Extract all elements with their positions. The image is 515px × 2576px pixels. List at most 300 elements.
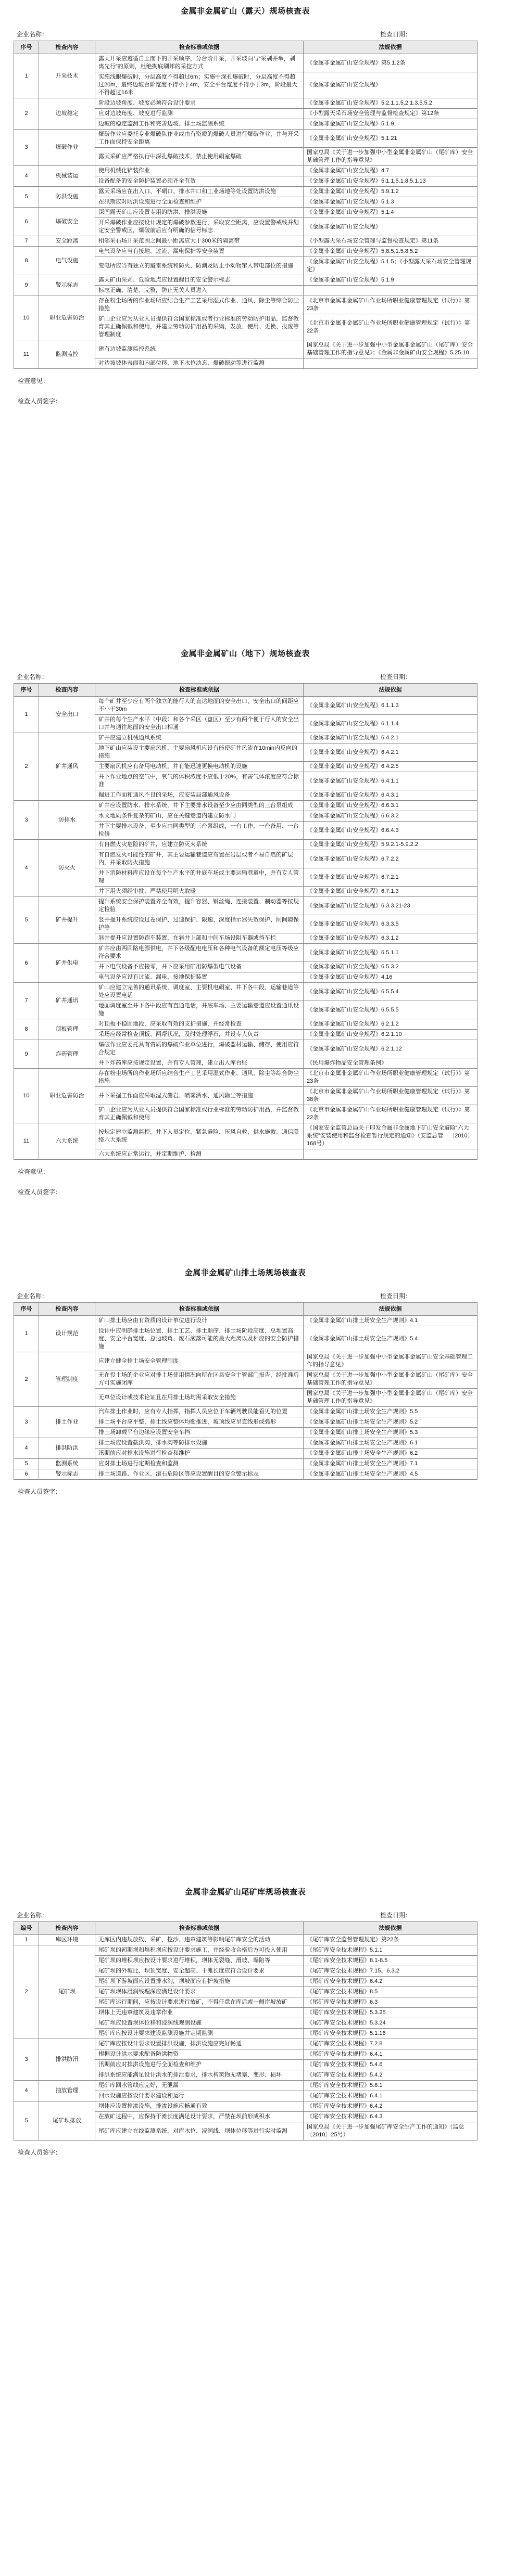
check-standard: 提升系统安全保护装置齐全有效，提升容器、钢丝绳、连接装置、制动器等按规定检验: [95, 897, 304, 915]
check-standard: 井下用火须经审批，严禁使用明火取暖: [95, 887, 304, 897]
row-index: 9: [14, 275, 39, 296]
check-item: 监测监控: [39, 340, 95, 369]
check-item: 安全出口: [39, 697, 95, 733]
inspection-date-label: 检查日期：: [380, 1292, 411, 1300]
legal-basis: 《金属非金属矿山安全规程》6.5.5.4: [304, 983, 478, 1001]
row-index: 2: [14, 1352, 39, 1407]
legal-basis: 《金属非金属矿山安全规程》5.9.1.2: [304, 187, 478, 197]
check-standard: 主要扇风机应有备用电动机，并有能迅速更换电动机的设施: [95, 762, 304, 772]
section-footer: [14, 1487, 477, 1496]
row-index: 5: [14, 1459, 39, 1469]
check-standard: 露天矿山采剥、危险地点应设置醒目的安全警示标志: [95, 275, 304, 286]
legal-basis: 《北京市金属非金属矿山作业场所职业健康管理规定（试行）》第38条: [304, 1087, 478, 1105]
header-standard: 检查标准或依据: [95, 1922, 304, 1935]
section-title: 金属非金属矿山尾矿库规场核查表: [184, 1888, 306, 1896]
table-row: [14, 897, 478, 915]
table-row: [14, 208, 478, 218]
check-standard: 排土场应设置截洪沟、排水沟等防排水设施: [95, 1438, 304, 1449]
header-index: 序号: [14, 41, 39, 54]
row-index: 3: [14, 2039, 39, 2081]
legal-basis: 国家总局《关于进一步加强中小型金属非金属矿山（尾矿库）安全基础管理工作的指导意见》: [304, 1370, 478, 1389]
row-index: 6: [14, 944, 39, 983]
row-index: 8: [14, 1019, 39, 1040]
check-standard: 矿山企业应为从业人员提供符合国家标准或者行业标准的劳动防护用品，监督教育其正确佩戴和使用，并建立劳动防护用品的采购、发放、使用、更换、报废等管理制度: [95, 314, 304, 340]
legal-basis: [304, 1149, 478, 1160]
legal-basis: 《金属非金属矿山安全规程》4.7: [304, 166, 478, 176]
table-row: [14, 2039, 478, 2049]
header-legal-basis: 法规依据: [304, 1922, 478, 1935]
table-row: [14, 840, 478, 850]
check-standard: 尾矿库回水管线应完好，无泄漏: [95, 2081, 304, 2091]
legal-basis: 《北京市金属非金属矿山作业场所职业健康管理规定（试行）》第23条: [304, 296, 478, 314]
check-standard: 井下采掘工作面应采取湿式凿岩、喷雾洒水、通风除尘等措施: [95, 1087, 304, 1105]
check-standard: 边坡的稳定监测工作和完善边坡、排土场监测系统: [95, 119, 304, 130]
legal-basis: 《北京市金属非金属矿山作业场所职业健康管理规定（试行）》第22条: [304, 1105, 478, 1123]
legal-basis: 《金属非金属矿山安全规程》6.4.2.1: [304, 744, 478, 762]
legal-basis: 《国家安全监管总局关于印发金属非金属地下矿山安全避险“六大系统”安装使用和监督检查暂行规定的通知》（安监总管一〔2010〕168号）: [304, 1123, 478, 1149]
table-row: [14, 983, 478, 1001]
table-row: [14, 944, 478, 962]
row-index: 11: [14, 1123, 39, 1160]
company-name-label: 企业名称：: [17, 1912, 48, 1919]
legal-basis: 国家总局《关于进一步加强中小型金属非金属矿山（尾矿库）安全基础管理工作的指导意见》: [304, 1389, 478, 1407]
check-standard: 设计中应明确排土场位置、排土工艺、排土顺序、排土场阶段高度、总堆置高度、安全平台宽度、总边坡角、废石滚落可能的最大距离以及相应的安全防护措施: [95, 1326, 304, 1352]
check-standard: 露天开采应遵循自上而下的开采顺序，分台阶开采，开采坡向与“采剥并举，剥离先行”的原则，杜绝掏底刷邦的采挖方式: [95, 54, 304, 72]
row-index: 11: [14, 340, 39, 369]
check-item: 爆破作业: [39, 130, 95, 166]
check-standard: 尾矿坝的堆积坝应按设计要求进行堆积，坝体无裂缝、滑坡、塌陷等: [95, 1956, 304, 1966]
section-footer: [14, 2148, 477, 2157]
check-item: 管理制度: [39, 1352, 95, 1407]
check-standard: 尾矿库应按设计要求建设监测设施并定期监测: [95, 2029, 304, 2039]
legal-basis: 《金属非金属矿山排土场安全生产规则》4.5: [304, 1469, 478, 1480]
check-standard: 阶段边坡角度、坡度必须符合设计要求: [95, 98, 304, 109]
check-item: 防洪设施: [39, 187, 95, 208]
table-header-row: [14, 1303, 478, 1316]
legal-basis: 《金属非金属矿山安全规程》6.1.1.3: [304, 697, 478, 715]
check-standard: 掘进工作面和通风不良的采场，应安装局部通风设备: [95, 790, 304, 801]
check-item: 排洪防洪: [39, 1438, 95, 1459]
table-row: [14, 296, 478, 314]
check-item: 安全距离: [39, 236, 95, 247]
inspection-opinion-label: 检查意见：: [18, 377, 49, 385]
company-name-label: 企业名称：: [17, 1292, 48, 1300]
row-index: 7: [14, 236, 39, 247]
check-item: 库区环境: [39, 1935, 95, 1945]
inspector-signature-label: 检查人员签字：: [18, 1188, 62, 1196]
legal-basis: 《尾矿库安全技术规程》8.1-8.5: [304, 1956, 478, 1966]
table-row: [14, 98, 478, 109]
check-standard: 爆破作业应委托专业爆破队作业或由有资质的爆破人员进行爆破作业，并与开采工作面保持安全距离: [95, 130, 304, 148]
table-row: [14, 166, 478, 176]
legal-basis: 《金属非金属矿山安全规程》5.1.1,5.1.8,5.1.13: [304, 176, 478, 187]
row-index: 10: [14, 1069, 39, 1123]
inspector-signature-label: 检查人员签字：: [18, 398, 62, 405]
check-standard: 矿山应建立完善的通讯系统，调度室、主要机电硐室、井下各中段、运输巷道等处应设置电话: [95, 983, 304, 1001]
check-item: 矿井通讯: [39, 983, 95, 1019]
legal-basis: 《尾矿库安全技术规程》5.1.1: [304, 1945, 478, 1956]
check-standard: 开采爆破作业应按设计规定的爆破参数进行，采取安全距离，应设置警戒线并划定安全警戒区，爆破前后应有明确的信号标志: [95, 218, 304, 236]
check-standard: 变电所应当有独立的避雷系统和防火、防潮及防止小动物窜入带电部位的措施: [95, 257, 304, 275]
legal-basis: 《金属非金属矿山安全规程》5.2.1.1.5,2.1.3,5.5.2: [304, 98, 478, 109]
legal-basis: 《金属非金属矿山安全规程》6.4.3.1: [304, 790, 478, 801]
header-check-item: 检查内容: [39, 684, 95, 697]
legal-basis: 国家总局《关于进一步加强中小型金属非金属矿山（尾矿库）安全基础管理工作的指导意见》: [304, 148, 478, 166]
row-index: 8: [14, 247, 39, 275]
row-index: 3: [14, 1407, 39, 1438]
legal-basis: 《尾矿库安全技术规程》5.4.6: [304, 2060, 478, 2070]
table-row: [14, 130, 478, 148]
row-index: 5: [14, 2101, 39, 2141]
check-standard: 露天采矿应严格执行中深孔爆破技术，禁止使用硐室爆破: [95, 148, 304, 166]
row-index: 1: [14, 1935, 39, 1945]
row-index: 4: [14, 166, 39, 187]
inspection-opinion-label: 检查意见：: [18, 1168, 49, 1175]
legal-basis: 《金属非金属矿山排土场安全生产规则》5.3: [304, 1428, 478, 1438]
legal-basis: 《金属非金属矿山排土场安全生产规则》5.5: [304, 1407, 478, 1417]
check-item: 爆破安全: [39, 208, 95, 236]
check-standard: 排土场平台应平整，排土线应整体均衡推进，坡顶线应呈直线形或弧形: [95, 1417, 304, 1428]
check-standard: 对边坡坡体表面和内部位移、地下水位动态、爆破振动等进行监测: [95, 358, 304, 369]
section-footer: [14, 1167, 477, 1196]
table-row: [14, 1316, 478, 1326]
section-title: 金属非金属矿山（地下）规场核查表: [180, 649, 310, 658]
table-row: [14, 733, 478, 744]
legal-basis: 《金属非金属矿山安全规程》6.4.2.1: [304, 733, 478, 744]
header-index: 编号: [14, 1922, 39, 1935]
legal-basis: 国家总局《关于进一步加强中小型金属非金属矿山安全基础管理工作的指导意见》: [304, 1352, 478, 1370]
legal-basis: 《尾矿库安全技术规程》6.4.2: [304, 1977, 478, 1987]
row-index: 2: [14, 1945, 39, 2039]
legal-basis: 《金属非金属矿山安全规程》: [304, 218, 478, 236]
legal-basis: [304, 358, 478, 369]
checklist-table: [14, 1302, 478, 1480]
check-standard: 尾矿坝下游坡面应设置排水沟，坝坡面应有护坡措施: [95, 1977, 304, 1987]
header-index: 序号: [14, 684, 39, 697]
row-index: 7: [14, 983, 39, 1019]
legal-basis: 《尾矿库安全技术规程》6.4.2: [304, 2101, 478, 2112]
check-item: 防灭火: [39, 840, 95, 897]
check-standard: 有自燃发火可能性的矿井，其主要运输巷道应布置在岩层或者不易自燃的矿层内，并采取防火措施: [95, 850, 304, 868]
legal-basis: 《金属非金属矿山安全规程》5.9.2.1-5.9.2.2: [304, 840, 478, 850]
table-row: [14, 340, 478, 358]
check-standard: 六大系统应正常运行，并定期维护、检测: [95, 1149, 304, 1160]
legal-basis: 《金属非金属矿山安全规程》第5.1.2条: [304, 54, 478, 72]
check-standard: 有自燃火灾危险的矿井，应建立防灭火系统: [95, 840, 304, 850]
check-standard: 应建立健全排土场安全管理制度: [95, 1352, 304, 1370]
check-item: 矿井通风: [39, 733, 95, 801]
legal-basis: 《金属非金属矿山安全规程》6.3.3.21-23: [304, 897, 478, 915]
legal-basis: 《金属非金属矿山排土场安全生产规则》6.1: [304, 1438, 478, 1449]
check-standard: 在放矿过程中，应保持干滩长度满足设计要求，严禁在坝前形成积水: [95, 2112, 304, 2122]
form-meta: [14, 672, 477, 681]
check-standard: 标志正确、清楚、完整，防止无关人员进入: [95, 286, 304, 296]
row-index: 3: [14, 130, 39, 166]
check-standard: 存在粉尘场所的作业场所应结合生产工艺采用湿式作业、通风、除尘等综合防尘措施: [95, 1069, 304, 1087]
checklist-table: [14, 41, 478, 369]
row-index: 3: [14, 801, 39, 840]
check-item: 警示标志: [39, 1469, 95, 1480]
header-check-item: 检查内容: [39, 41, 95, 54]
check-item: 排土作业: [39, 1407, 95, 1438]
table-row: [14, 1935, 478, 1945]
check-standard: 斜井提升应设置防跑车装置，在斜井上部和中间车场设阻车器或挡车栏: [95, 933, 304, 944]
check-standard: 露天采场应在出入口、平硐口、排水井口和工业场地等处设置防洪设施: [95, 187, 304, 197]
checklist-table: [14, 683, 478, 1160]
check-standard: 电气设备应当有接地、过流、漏电保护等安全装置: [95, 247, 304, 257]
check-item: 矿井供电: [39, 944, 95, 983]
legal-basis: 《尾矿库安全技术规程》8.5: [304, 1987, 478, 1997]
check-standard: 相邻采石场开采范围之间最小距离应大于300米的隔离带: [95, 236, 304, 247]
table-row: [14, 1438, 478, 1449]
check-standard: 在汛期应对防洪设施进行全面检查和维护: [95, 197, 304, 208]
row-index: 1: [14, 697, 39, 733]
check-item: 尾矿坝排放: [39, 2101, 95, 2141]
table-row: [14, 2081, 478, 2091]
legal-basis: 《金属非金属矿山安全规程》6.6.4.3: [304, 822, 478, 840]
check-item: 抽放管理: [39, 2081, 95, 2101]
check-standard: 使用机械化铲装作业: [95, 166, 304, 176]
header-standard: 检查标准或依据: [95, 684, 304, 697]
legal-basis: 《金属非金属矿山安全规程》5.1.9: [304, 119, 478, 130]
legal-basis: 《金属非金属矿山安全规程》6.1.1.4: [304, 715, 478, 733]
legal-basis: 《尾矿库安全技术规程》6.3: [304, 1997, 478, 2008]
check-standard: 排土场卸载平台边缘应设置安全车挡: [95, 1428, 304, 1438]
check-item: 尾矿坝: [39, 1945, 95, 2039]
check-standard: 尾矿坝的外坡比、坝顶宽度、安全超高、干滩长度应符合设计要求: [95, 1966, 304, 1977]
check-item: 机械装运: [39, 166, 95, 187]
check-item: 职业危害防治: [39, 296, 95, 340]
legal-basis: 《尾矿库安全技术规程》7.15、6.3.2: [304, 1966, 478, 1977]
check-standard: 根据设计洪水要求配备防洪物资: [95, 2049, 304, 2060]
row-index: 1: [14, 54, 39, 98]
form-meta: [14, 30, 477, 39]
check-standard: 竖井提升系统应设过卷保护、过速保护、限速、深度指示器失效保护、闸间隙保护等: [95, 915, 304, 933]
check-standard: 实施浅眼爆破时，分层高度不得超过6m；实施中深孔爆破时，分层高度不得超过20m，最终边坡台阶宽度不得小于4m，安全平台宽度不得小于3m，阶段最大不得超过16米: [95, 72, 304, 98]
legal-basis: 《金属非金属矿山安全规程》6.5.3.2: [304, 962, 478, 972]
check-standard: 地下矿山应装设主要扇风机，主要扇风机应设有能使矿井风流在10min内反向的措施: [95, 744, 304, 762]
check-item: 炸药管理: [39, 1040, 95, 1069]
legal-basis: 《尾矿库安全技术规程》6.4.3: [304, 2112, 478, 2122]
legal-basis: 《金属非金属矿山安全规程》6.2.1.2: [304, 1019, 478, 1030]
legal-basis: 《小型露天采石场安全管理与监督检查规定》第11条: [304, 236, 478, 247]
legal-basis: 《金属非金属矿山排土场安全生产规则》4.1: [304, 1316, 478, 1326]
check-item: 开采技术: [39, 54, 95, 98]
legal-basis: [304, 286, 478, 296]
legal-basis: 《尾矿库安全技术规程》6.4.1: [304, 2091, 478, 2101]
table-header-row: [14, 684, 478, 697]
check-standard: 应对排土场进行定期检查和监测: [95, 1459, 304, 1469]
table-row: [14, 1459, 478, 1469]
form-meta: [14, 1911, 477, 1919]
company-name-label: 企业名称：: [17, 673, 48, 681]
check-standard: 按规定建立监测监控、井下人员定位、紧急避险、压风自救、供水施救、通信联络六大系统: [95, 1123, 304, 1149]
table-header-row: [14, 41, 478, 54]
check-standard: 排洪系统应能满足设计洪水的排泄要求，排水构筑物无堵塞、变形、损坏: [95, 2070, 304, 2081]
legal-basis: 《金属非金属矿山安全规程》5.1.9: [304, 275, 478, 286]
check-standard: 汛期前应对排洪设施进行全面检查和维护: [95, 2060, 304, 2070]
check-item: 设计规范: [39, 1316, 95, 1352]
table-row: [14, 1407, 478, 1417]
header-check-item: 检查内容: [39, 1922, 95, 1935]
row-index: 4: [14, 840, 39, 897]
table-row: [14, 1945, 478, 1956]
check-standard: 矿井应由两回路电源供电，井下各级配电电压和各种电气设备的额定电压等级应符合要求: [95, 944, 304, 962]
legal-basis: 《金属非金属矿山安全规程》: [304, 72, 478, 98]
legal-basis: 《金属非金属矿山安全规程》6.7.2.1: [304, 868, 478, 887]
check-standard: 建有边坡监测监控系统: [95, 340, 304, 358]
legal-basis: 《尾矿库安全技术规程》5.6.1: [304, 2081, 478, 2091]
check-standard: 汛期前应对排水设施进行检查和维护: [95, 1449, 304, 1459]
table-row: [14, 1019, 478, 1030]
legal-basis: 《金属非金属矿山安全规程》5.1.5；《小型露天采石场安全管理规定》: [304, 257, 478, 275]
legal-basis: 《金属非金属矿山安全规程》6.3.1.2: [304, 933, 478, 944]
check-standard: 电气设备应设有过流、漏电、接地保护装置: [95, 972, 304, 983]
check-standard: 矿山企业应为从业人员提供符合国家标准或行业标准的劳动防护用品，并监督教育其正确佩戴和使用: [95, 1105, 304, 1123]
legal-basis: 《北京市金属非金属矿山作业场所职业健康管理规定（试行）》第22条: [304, 314, 478, 340]
row-index: 4: [14, 2081, 39, 2101]
table-header-row: [14, 1922, 478, 1935]
header-legal-basis: 法规依据: [304, 684, 478, 697]
check-item: 排洪防汛: [39, 2039, 95, 2081]
legal-basis: 《民用爆炸物品安全管理条例》: [304, 1058, 478, 1069]
check-item: 电气设施: [39, 247, 95, 275]
legal-basis: 《金属非金属矿山安全规程》6.7.2.2: [304, 850, 478, 868]
check-standard: 尾矿库应建立在线监测系统，对库水位、浸润线、坝体位移等进行实时监测: [95, 2122, 304, 2141]
check-item: 监测系统: [39, 1459, 95, 1469]
check-standard: 矿井的每个生产水平（中段）和各个采区（盘区）至少有两个便于行人的安全出口并与通往地面的安全出口相通: [95, 715, 304, 733]
legal-basis: 《金属非金属矿山安全规程》5.1.21: [304, 130, 478, 148]
row-index: 4: [14, 1438, 39, 1459]
section-title: 金属非金属矿山排土场规场核查表: [184, 1268, 306, 1277]
row-index: 1: [14, 1316, 39, 1352]
inspection-date-label: 检查日期：: [380, 673, 411, 681]
legal-basis: 《金属非金属矿山安全规程》6.3.3.5: [304, 915, 478, 933]
check-standard: 深凹露天矿山应设置专用的防洪、排洪设施: [95, 208, 304, 218]
table-row: [14, 1352, 478, 1370]
check-standard: 矿井应建立机械通风系统: [95, 733, 304, 744]
check-standard: 无库区内违规放牧、采矿、挖沙、违章建筑等影响尾矿库安全的活动: [95, 1935, 304, 1945]
check-item: 边坡稳定: [39, 98, 95, 130]
check-standard: 对顶板不稳固地段，应采取有效的支护措施，并经常检查: [95, 1019, 304, 1030]
check-standard: 爆破作业应委托具有资质的爆破作业单位进行，爆破器材运输、储存、使用应符合规定: [95, 1040, 304, 1058]
legal-basis: 《金属非金属矿山安全规程》6.2.1.10: [304, 1030, 478, 1040]
legal-basis: 《金属非金属矿山安全规程》4.16: [304, 972, 478, 983]
legal-basis: 《金属非金属矿山安全规程》5.1.4: [304, 208, 478, 218]
row-index: 9: [14, 1040, 39, 1069]
check-item: 职业危害防治: [39, 1069, 95, 1123]
legal-basis: 《金属非金属矿山安全规程》6.6.3.2: [304, 811, 478, 822]
checklist-table: [14, 1921, 478, 2141]
legal-basis: 《尾矿库安全技术规程》5.1.16: [304, 2029, 478, 2039]
check-standard: 坝体上无违章建筑及违章作业: [95, 2008, 304, 2018]
check-standard: 无单位设计或技术论证且在用排土场均需采取安全措施: [95, 1389, 304, 1407]
check-standard: 井下电气设备不应接零，井下应采用矿用防爆型电气设备: [95, 962, 304, 972]
check-standard: 坝体应设置排渗设施，排渗设施应畅通有效: [95, 2101, 304, 2112]
legal-basis: 国家总局《关于进一步加强中小型金属非金属矿山（尾矿库）安全基础管理工作的指导意见》；《金属非金属矿山安全规程》5.25.10: [304, 340, 478, 358]
legal-basis: 《金属非金属矿山安全规程》5.8.5,1.5.8.5.2: [304, 247, 478, 257]
row-index: 6: [14, 1469, 39, 1480]
check-standard: 井下作业地点的空气中，氧气的体积浓度不应低于20%，有害气体浓度应符合标准: [95, 772, 304, 790]
check-standard: 设备配备的安全防护装置必须齐全有效: [95, 176, 304, 187]
legal-basis: 《尾矿库安全技术规程》5.4.2: [304, 2070, 478, 2081]
inspector-signature-label: 检查人员签字：: [18, 1488, 62, 1495]
header-standard: 检查标准或依据: [95, 1303, 304, 1316]
legal-basis: 《尾矿库安全技术规程》5.3.24: [304, 2018, 478, 2029]
legal-basis: 《金属非金属矿山安全规程》6.4.2.5: [304, 762, 478, 772]
checklist-section: [14, 1267, 477, 1496]
inspector-signature-label: 检查人员签字：: [18, 2149, 62, 2156]
table-row: [14, 2101, 478, 2112]
check-standard: 地面调度室至井下各中段应有直通电话，井底车场、主要运输巷道应设置通讯设施: [95, 1001, 304, 1019]
form-meta: [14, 1291, 477, 1300]
table-row: [14, 1069, 478, 1087]
table-row: [14, 275, 478, 286]
header-standard: 检查标准或依据: [95, 41, 304, 54]
legal-basis: 《金属非金属矿山排土场安全生产规则》5.4: [304, 1326, 478, 1352]
checklist-section: [14, 648, 477, 1196]
company-name-label: 企业名称：: [17, 31, 48, 38]
check-standard: 井下主要排水设备，至少应由同类型的三台泵组成，一台工作、一台备用、一台检修: [95, 822, 304, 840]
check-standard: 采场应经常检查顶板、两帮状况，及时处理浮石，并设专人负责: [95, 1030, 304, 1040]
check-item: 顶板管理: [39, 1019, 95, 1040]
legal-basis: 《金属非金属矿山安全规程》5.1.3: [304, 197, 478, 208]
check-item: 警示标志: [39, 275, 95, 296]
check-standard: 水文地质条件复杂的矿山，应在关键巷道内建立防水门: [95, 811, 304, 822]
section-footer: [14, 376, 477, 405]
legal-basis: 《尾矿库安全技术规程》6.4.1: [304, 2049, 478, 2060]
row-index: 10: [14, 296, 39, 340]
check-standard: 回水设施应按设计要求建设和运行: [95, 2091, 304, 2101]
row-index: 5: [14, 187, 39, 208]
inspection-date-label: 检查日期：: [380, 1912, 411, 1919]
legal-basis: 《尾矿库安全技术规程》7.2.8: [304, 2039, 478, 2049]
legal-basis: 《尾矿库安全技术规程》5.3.25: [304, 2008, 478, 2018]
legal-basis: 《金属非金属矿山排土场安全生产规则》5.2: [304, 1417, 478, 1428]
header-check-item: 检查内容: [39, 1303, 95, 1316]
table-row: [14, 1469, 478, 1480]
table-row: [14, 1040, 478, 1058]
legal-basis: 《金属非金属矿山安全规程》6.6.3.1: [304, 801, 478, 811]
check-item: 矿井提升: [39, 897, 95, 944]
check-standard: 矿山排土场应由有资质的设计单位进行设计: [95, 1316, 304, 1326]
table-row: [14, 801, 478, 811]
legal-basis: 《北京市金属非金属矿山作业场所职业健康管理规定（试行）》第23条: [304, 1069, 478, 1087]
legal-basis: 《金属非金属矿山安全规程》6.5.1.1: [304, 944, 478, 962]
table-row: [14, 697, 478, 715]
header-legal-basis: 法规依据: [304, 41, 478, 54]
checklist-section: [14, 1886, 477, 2157]
legal-basis: 《金属非金属矿山安全规程》6.4.1.1: [304, 772, 478, 790]
check-standard: 井下炸药库应按规定设置，并有专人管理，建立出入库台账: [95, 1058, 304, 1069]
checklist-section: [14, 5, 477, 405]
table-row: [14, 1123, 478, 1149]
check-standard: 排土场道路、作业区、滚石危险区等应设置醒目的安全警示标志: [95, 1469, 304, 1480]
row-index: 5: [14, 897, 39, 944]
table-row: [14, 236, 478, 247]
check-standard: 尾矿坝应设置坝体位移和浸润线观测设施: [95, 2018, 304, 2029]
row-index: 2: [14, 98, 39, 130]
check-standard: 井下消防材料库应设在每个生产水平的井底车场或主要运输巷道中，并有专人管理: [95, 868, 304, 887]
check-standard: 尾矿坝的初期坝和堆积坝应按设计要求施工，并经验收合格后方可投入使用: [95, 1945, 304, 1956]
check-standard: 汽车排土作业时，应有专人指挥，指挥人员应位于车辆驾驶员能看见的位置: [95, 1407, 304, 1417]
inspection-date-label: 检查日期：: [380, 31, 411, 38]
table-row: [14, 54, 478, 72]
check-standard: 尾矿坝坝体浸润线埋深应满足设计要求: [95, 1987, 304, 1997]
row-index: 6: [14, 208, 39, 236]
check-standard: 每个矿井至少应有两个独立的能行人的直达地面的安全出口，安全出口的间距应不小于30m: [95, 697, 304, 715]
legal-basis: 国家总局《关于进一步加强尾矿库安全生产工作的通知》（监总〔2010〕25号）: [304, 2122, 478, 2141]
